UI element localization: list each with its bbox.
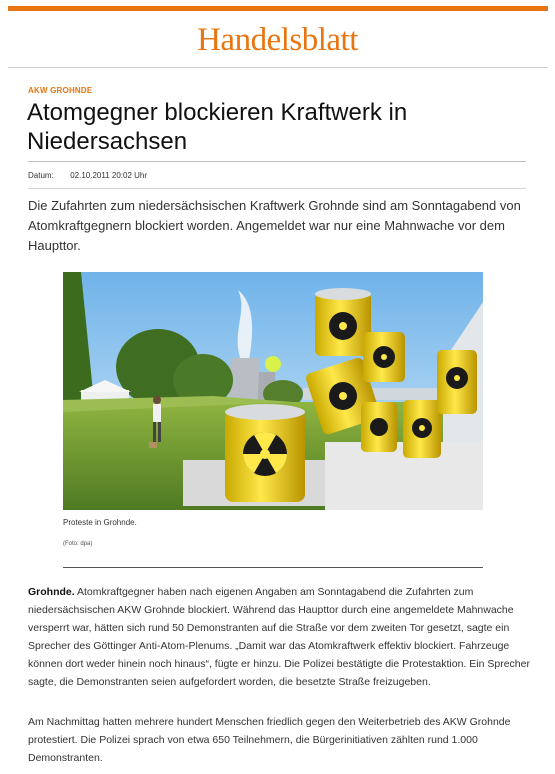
article-lead: Die Zufahrten zum niedersächsischen Kraftwerk Grohnde sind am Sonntagabend von Atomkraftgegnern blockiert worden. Angemeldet war nur eine Mahnwache vor dem Haupttor.	[28, 198, 521, 253]
article-paragraph-2: Am Nachmittag hatten mehrere hundert Menschen friedlich gegen den Weiterbetrieb des AKW Grohnde protestiert. Die Polizei sprach von etwa 650 Teilnehmern, die Bürgerinitiativen zählten rund 1.000 Demonstranten.	[28, 716, 511, 764]
dateline: Grohnde.	[28, 586, 75, 598]
date-label: Datum:	[28, 171, 54, 180]
article-paragraph-1	[28, 583, 530, 691]
paragraph-1-text: Atomkraftgegner haben nach eigenen Angaben am Sonntagabend die Zufahrten zum niedersächsischen AKW Grohnde blockiert. Während das Haupttor durch eine angemeldete Mahnwache versperrt war, hätten sich rund 50 Demonstranten auf die Straße vor dem zweiten Tor gesetzt, sagte ein Sprecher des Göttinger Anti-Atom-Plenums. „Damit war das Atomkraftwerk effektiv blockiert. Fahrzeuge können dort weder hinein noch hinaus“, fügte er hinzu. Die Polizei bestätigte die Protestaktion. Ein Sprecher sagte, die Demonstranten seien aufgefordert worden, die besetzte Straße freizugeben.	[28, 586, 530, 688]
protest-photo-illustration	[63, 272, 483, 510]
meta-divider	[28, 188, 526, 189]
header-divider	[8, 67, 548, 68]
headline-divider	[28, 161, 526, 162]
photo-credit: (Foto: dpa)	[63, 541, 93, 547]
date-value: 02.10.2011 20:02 Uhr	[70, 171, 148, 180]
photo-divider	[63, 567, 483, 568]
brand-top-bar	[8, 6, 548, 11]
article-photo	[63, 272, 483, 510]
article-kicker: AKW GROHNDE	[28, 86, 93, 95]
photo-caption: Proteste in Grohnde.	[63, 518, 137, 527]
handelsblatt-logo[interactable]: Handelsblatt	[197, 22, 358, 58]
article-headline: Atomgegner blockieren Kraftwerk in Niedersachsen	[27, 99, 408, 155]
article-meta	[28, 171, 147, 180]
